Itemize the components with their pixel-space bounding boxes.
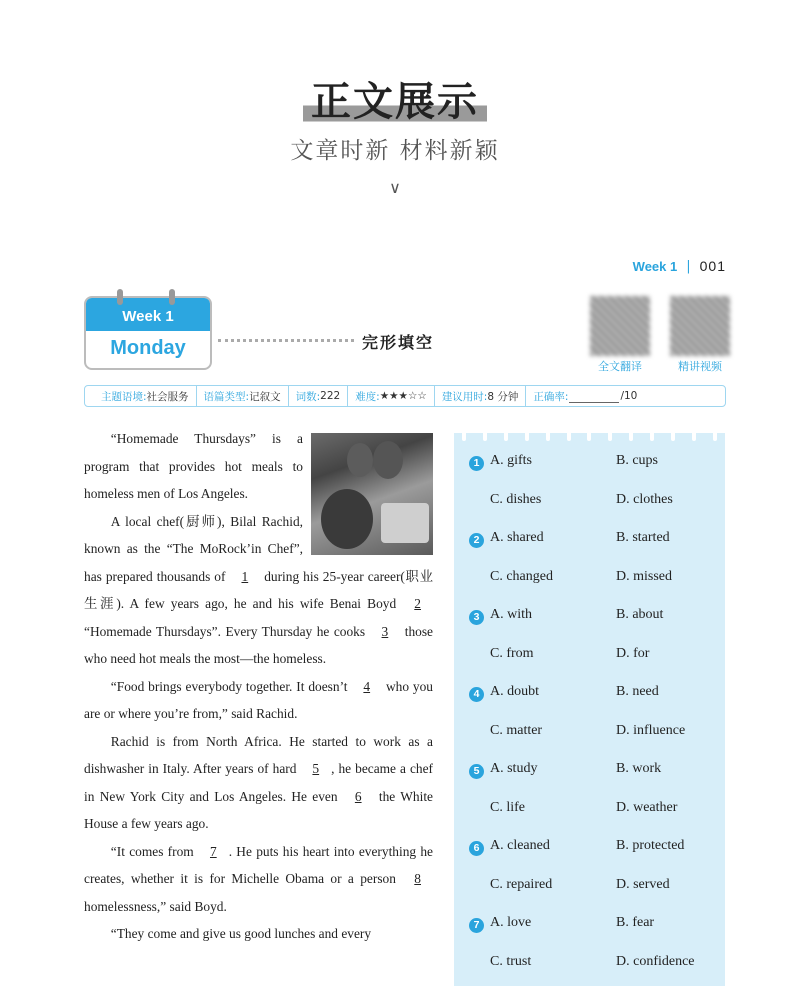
passage [84, 425, 433, 948]
blank-5: 5 [312, 761, 320, 776]
question-number-icon: 3 [469, 610, 484, 625]
info-bar [84, 385, 726, 407]
chef-photo [311, 433, 433, 555]
option-d[interactable]: D. missed [616, 568, 672, 584]
option-b[interactable]: B. started [616, 530, 670, 545]
calendar-ring-icon [169, 289, 175, 305]
paragraph-4: Rachid is from North Africa. He started to work as a dishwasher in Italy. After years of hard 5 , he became a chef in New York City and Los Angeles. He even 6 the White House a few years ago. [84, 733, 433, 831]
blank-4: 4 [363, 678, 371, 694]
info-suggested-time: 建议用时: 8 分钟 [434, 386, 526, 406]
option-d[interactable]: D. served [616, 876, 670, 892]
info-genre: 语篇类型: 记叙文 [196, 386, 288, 406]
option-c[interactable]: C. repaired [490, 876, 553, 892]
question-number-icon: 4 [469, 687, 484, 702]
question-number-icon: 1 [469, 456, 484, 471]
info-accuracy: 正确率: /10 [525, 386, 644, 406]
page-header-week: Week 1 [632, 258, 678, 274]
section-title: 完形填空 [362, 333, 435, 352]
option-a[interactable]: A. cleaned [490, 838, 550, 853]
option-a[interactable]: A. love [490, 915, 532, 930]
option-d[interactable]: D. clothes [616, 491, 673, 507]
option-d[interactable]: D. confidence [616, 953, 695, 969]
option-c[interactable]: C. from [490, 645, 534, 661]
qr-label-video: 精讲视频 [678, 360, 722, 373]
blank-8: 8 [414, 871, 421, 886]
option-b[interactable]: B. protected [616, 838, 685, 853]
qr-code-translation[interactable] [590, 296, 650, 356]
question-number-icon: 6 [469, 841, 484, 856]
option-a[interactable]: A. shared [490, 530, 544, 545]
option-b[interactable]: B. cups [616, 453, 658, 468]
question-number-icon: 5 [469, 764, 484, 779]
option-b[interactable]: B. need [616, 684, 659, 699]
page-header-separator: | [686, 258, 691, 274]
paragraph-3: “Food brings everybody together. It doesn’t 4 who you are or where you’re from,” said Rachid. [84, 678, 433, 721]
blank-6: 6 [354, 788, 362, 804]
calendar-badge [84, 296, 212, 370]
calendar-ring-icon [117, 289, 123, 305]
option-a[interactable]: A. gifts [490, 453, 532, 468]
option-a[interactable]: A. with [490, 607, 532, 622]
chevron-down-icon: ∨ [389, 178, 401, 197]
option-c[interactable]: C. dishes [490, 491, 542, 507]
info-word-count: 词数: 222 [288, 386, 348, 406]
blank-7: 7 [209, 843, 217, 859]
option-c[interactable]: C. life [490, 799, 525, 815]
page-header [633, 258, 726, 274]
paragraph-5: “It comes from 7 . He puts his heart into everything he creates, whether it is for Michelle Obama or a person 8 homelessness,” said Boyd. [84, 843, 434, 914]
qr-label-translation: 全文翻译 [598, 360, 642, 373]
page-number: 001 [699, 258, 726, 274]
option-b[interactable]: B. fear [616, 915, 655, 930]
option-c[interactable]: C. changed [490, 568, 553, 584]
options-panel [454, 433, 725, 986]
option-d[interactable]: D. weather [616, 799, 678, 815]
option-a[interactable]: A. doubt [490, 684, 539, 699]
calendar-day: Monday [110, 337, 186, 359]
hero-title: 正文展示 [0, 70, 790, 127]
option-d[interactable]: D. influence [616, 722, 686, 738]
blank-2: 2 [414, 596, 421, 611]
accuracy-blank[interactable] [569, 390, 619, 403]
info-theme: 主题语境: 社会服务 [101, 390, 189, 403]
paragraph-2: A local chef(厨师), Bilal Rachid, known as the “The MoRock’in Chef”, has prepared thousands of 1 during his 25-year career(职业生涯). A few years ago, he and his wife Benai Boyd 2 “Homemade Thursdays”. Every Thursday he cooks 3 those who need hot meals the most—the homeless. [84, 513, 433, 666]
calendar-week: Week 1 [86, 298, 210, 331]
paragraph-6: “They come and give us good lunches and every [110, 926, 372, 941]
blank-3: 3 [381, 623, 389, 639]
option-c[interactable]: C. matter [490, 722, 543, 738]
option-c[interactable]: C. trust [490, 953, 532, 969]
option-a[interactable]: A. study [490, 761, 538, 776]
paragraph-1: “Homemade Thursdays” is a program that provides hot meals to homeless men of Los Angeles. [84, 431, 303, 501]
option-b[interactable]: B. work [616, 761, 662, 776]
notebook-holes [454, 433, 725, 441]
blank-1: 1 [241, 568, 249, 584]
question-number-icon: 7 [469, 918, 484, 933]
question-number-icon: 2 [469, 533, 484, 548]
dotted-divider [218, 339, 354, 342]
info-difficulty: 难度: ★★★☆☆ [347, 386, 434, 406]
option-b[interactable]: B. about [616, 607, 664, 622]
option-d[interactable]: D. for [616, 645, 650, 661]
hero-subtitle: 文章时新 材料新颖 [290, 138, 500, 164]
qr-code-video[interactable] [670, 296, 730, 356]
